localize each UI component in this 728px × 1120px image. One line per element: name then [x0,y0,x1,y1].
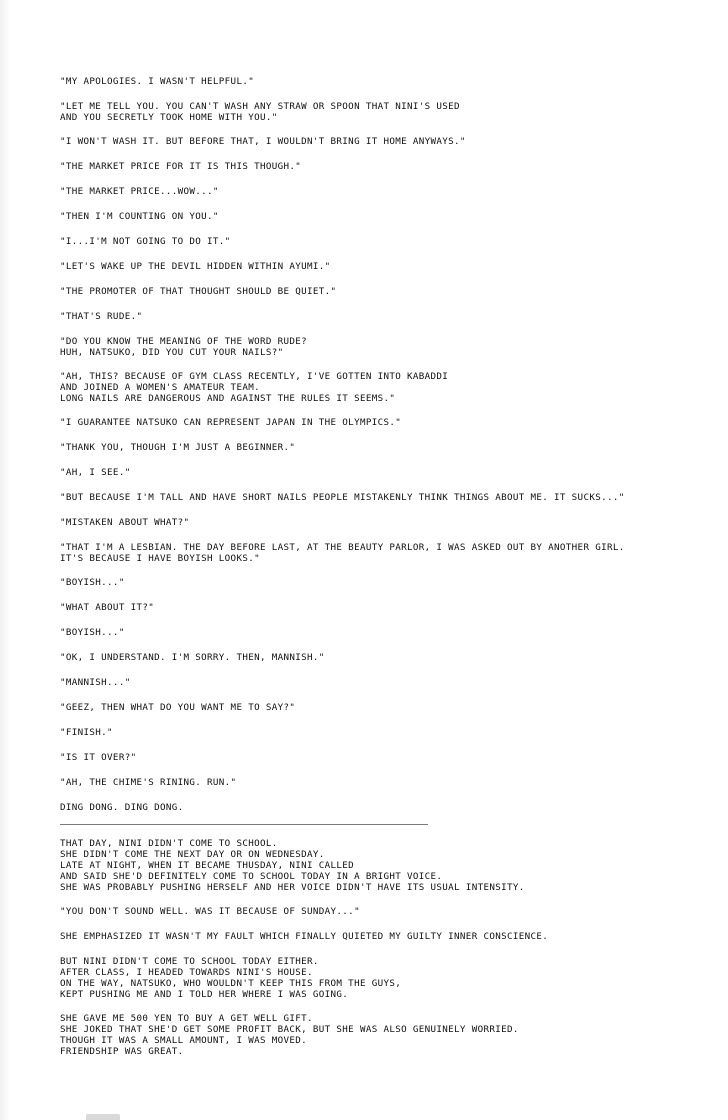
dialogue-line: "MY APOLOGIES. I WASN'T HELPFUL." [60,76,255,87]
dialogue-line: "THEN I'M COUNTING ON YOU." [60,211,219,222]
narration-paragraph: SHE GAVE ME 500 YEN TO BUY A GET WELL GIFT. SHE JOKED THAT SHE'D GET SOME PROFIT BACK, BUT SHE WAS ALSO GENUINELY WORRIED. THOUGH IT WAS A SMALL AMOUNT, I WAS MOVED. FRIENDSHIP WAS GREAT. [60,1013,519,1057]
dialogue-line: "THANK YOU, THOUGH I'M JUST A BEGINNER." [60,442,296,453]
dialogue-line: "AH, THIS? BECAUSE OF GYM CLASS RECENTLY, I'VE GOTTEN INTO KABADDI AND JOINED A WOMEN'S AMATEUR TEAM. LONG NAILS ARE DANGEROUS AND AGAINST THE RULES IT SEEMS." [60,371,449,404]
dialogue-line: "OK, I UNDERSTAND. I'M SORRY. THEN, MANNISH." [60,652,325,663]
dialogue-line: "BUT BECAUSE I'M TALL AND HAVE SHORT NAILS PEOPLE MISTAKENLY THINK THINGS ABOUT ME. IT SUCKS..." [60,492,625,503]
sound-effect-line: DING DONG. DING DONG. [60,802,184,813]
dialogue-line: "BOYISH..." [60,577,125,588]
dialogue-line: "THAT I'M A LESBIAN. THE DAY BEFORE LAST, AT THE BEAUTY PARLOR, I WAS ASKED OUT BY ANOTHER GIRL. IT'S BECAUSE I HAVE BOYISH LOOKS." [60,542,625,564]
dialogue-line: "MISTAKEN ABOUT WHAT?" [60,517,190,528]
dialogue-line: "GEEZ, THEN WHAT DO YOU WANT ME TO SAY?" [60,702,296,713]
dialogue-line: "WHAT ABOUT IT?" [60,602,155,613]
dialogue-line: "THAT'S RUDE." [60,311,143,322]
dialogue-line: "MANNISH..." [60,677,131,688]
dialogue-line: "I...I'M NOT GOING TO DO IT." [60,236,231,247]
narration-paragraph: SHE EMPHASIZED IT WASN'T MY FAULT WHICH FINALLY QUIETED MY GUILTY INNER CONSCIENCE. [60,931,549,942]
scan-artifact [86,1114,120,1120]
dialogue-line: "THE MARKET PRICE...WOW..." [60,186,219,197]
dialogue-line: "IS IT OVER?" [60,752,137,763]
text-column [60,76,680,1057]
dialogue-line: "LET ME TELL YOU. YOU CAN'T WASH ANY STRAW OR SPOON THAT NINI'S USED AND YOU SECRETLY TOOK HOME WITH YOU." [60,101,460,123]
dialogue-line: "AH, I SEE." [60,467,131,478]
dialogue-line: "THE MARKET PRICE FOR IT IS THIS THOUGH." [60,161,302,172]
dialogue-line: "DO YOU KNOW THE MEANING OF THE WORD RUDE? HUH, NATSUKO, DID YOU CUT YOUR NAILS?" [60,336,308,358]
scan-edge-shadow [0,0,10,1120]
narration-paragraph: THAT DAY, NINI DIDN'T COME TO SCHOOL. SHE DIDN'T COME THE NEXT DAY OR ON WEDNESDAY. LATE AT NIGHT, WHEN IT BECAME THUSDAY, NINI CALLED AND SAID SHE'D DEFINITELY COME TO SCHOOL TODAY IN A BRIGHT VOICE. SHE WAS PROBABLY PUSHING HERSELF AND HER VOICE DIDN'T HAVE ITS USUAL INTENSITY. [60,838,525,893]
dialogue-line: "BOYISH..." [60,627,125,638]
dialogue-line: "I GUARANTEE NATSUKO CAN REPRESENT JAPAN IN THE OLYMPICS." [60,417,402,428]
dialogue-line: "I WON'T WASH IT. BUT BEFORE THAT, I WOULDN'T BRING IT HOME ANYWAYS." [60,136,466,147]
dialogue-line: "THE PROMOTER OF THAT THOUGHT SHOULD BE QUIET." [60,286,337,297]
dialogue-line: "LET'S WAKE UP THE DEVIL HIDDEN WITHIN AYUMI." [60,261,331,272]
dialogue-line: "YOU DON'T SOUND WELL. WAS IT BECAUSE OF SUNDAY..." [60,906,360,917]
dialogue-line: "AH, THE CHIME'S RINING. RUN." [60,777,237,788]
narration-paragraph: BUT NINI DIDN'T COME TO SCHOOL TODAY EITHER. AFTER CLASS, I HEADED TOWARDS NINI'S HOUSE. ON THE WAY, NATSUKO, WHO WOULDN'T KEEP THIS FROM THE GUYS, KEPT PUSHING ME AND I TOLD HER WHERE I WAS GOING. [60,956,402,1000]
section-divider [60,824,428,825]
dialogue-line: "FINISH." [60,727,113,738]
